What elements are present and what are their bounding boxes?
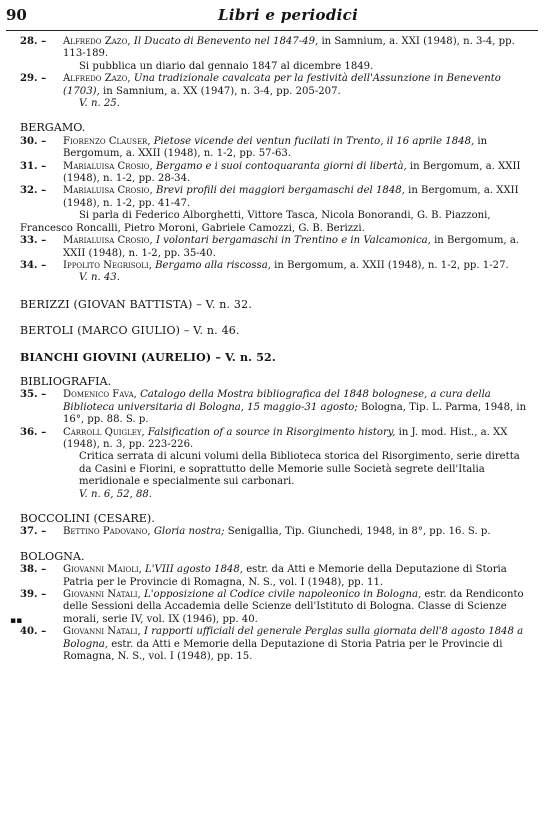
- entry-source: in Bergomum, a. XXII (1948), n. 1-2, pp. 57-63.: [63, 135, 488, 160]
- entry-number: 33. –: [20, 235, 47, 247]
- entry-37: [20, 526, 534, 538]
- entry-author: Giovanni Natali,: [63, 589, 141, 601]
- running-title: Libri e periodici: [218, 6, 359, 24]
- entry-title: Brevi profili dei maggiori bergamaschi del 1848,: [155, 185, 405, 197]
- entry-title: L'VIII agosto 1848,: [145, 564, 243, 576]
- entry-39: [10, 589, 534, 627]
- crossref-bianchi-giovini: BIANCHI GIOVINI (AURELIO) – V. n. 52.: [20, 350, 276, 364]
- entry-34: [20, 260, 534, 285]
- entry-author: Ippolito Negrisoli,: [63, 259, 152, 271]
- entry-author: Alfredo Zazo,: [63, 36, 131, 47]
- entry-author: Carroll Quigley,: [63, 426, 145, 438]
- entry-number: 30. –: [20, 135, 47, 147]
- entry-35: [20, 389, 534, 426]
- entry-source: in Bergomum, a. XXII (1948), n. 1-2, pp. 1-27.: [274, 259, 509, 271]
- entry-number: 40. –: [20, 626, 47, 638]
- entry-crossref: V. n. 25.: [79, 98, 120, 110]
- entry-source: estr. da Atti e Memorie della Deputazione di Storia Patria per le Provincie di Romagna, N. S., vol. I (1948), pp. 15.: [63, 638, 503, 663]
- entry-29: [20, 73, 534, 110]
- entry-28: [20, 36, 534, 73]
- entry-32: [20, 185, 534, 210]
- entry-note: Si parla di Federico Alborghetti, Vittore Tasca, Nicola Bonorandi, G. B. Piazzoni, Francesco Roncalli, Pietro Moroni, Gabriele Camozzi, G. B. Berizzi.: [20, 210, 491, 234]
- section-heading-bibliografia: BIBLIOGRAFIA.: [20, 374, 112, 388]
- entry-author: Fiorenzo Clauser,: [63, 135, 151, 147]
- entry-number: 35. –: [20, 389, 47, 401]
- entry-crossref: V. n. 43.: [79, 272, 120, 284]
- entry-source: Bologna, Tip. L. Parma, 1948, in 16°, pp. 88. S. p.: [63, 401, 527, 426]
- entry-38: [20, 564, 534, 589]
- entry-source: Senigallia, Tip. Giunchedi, 1948, in 8°, pp. 16. S. p.: [227, 526, 491, 538]
- entry-source: in Bergomum, a. XXII (1948), n. 1-2, pp. 35-40.: [63, 235, 520, 259]
- entry-source: in Bergomum, a. XXII (1948), n. 1-2, pp. 28-34.: [63, 160, 521, 185]
- entry-number: 39. –: [20, 589, 47, 601]
- entry-number: 37. –: [20, 526, 47, 538]
- entry-30: [20, 136, 534, 161]
- entry-number: 29. –: [20, 73, 47, 85]
- entry-source: estr. da Rendiconto delle Sessioni della Accademia delle Scienze dell'Istituto di Bologna. Classe di Scienze morali, serie IV, vol. IX (1946), pp. 40.: [63, 589, 524, 625]
- entry-title: Catalogo della Mostra bibliografica del 1848 bolognese, a cura della Biblioteca universitaria di Bologna, 15 maggio-31 agosto;: [63, 389, 491, 413]
- page-number: 90: [6, 6, 27, 24]
- entry-author: Marialuisa Crosio,: [63, 160, 153, 172]
- entry-title: Il Ducato di Benevento nel 1847-49,: [133, 36, 319, 47]
- entry-author: Giovanni Natali,: [63, 626, 141, 638]
- entry-36: [20, 427, 534, 501]
- entry-author: Giovanni Maioli,: [63, 564, 142, 576]
- entry-author: Bettino Padovano,: [63, 526, 151, 538]
- crossref-berizzi: BERIZZI (GIOVAN BATTISTA) – V. n. 32.: [20, 297, 253, 311]
- entry-number: 34. –: [20, 259, 47, 271]
- entry-title: I volontari bergamaschi in Trentino e in Valcamonica,: [155, 235, 431, 247]
- entry-title: Falsification of a source in Risorgimento history,: [147, 426, 396, 438]
- entry-source: in J. mod. Hist., a. XX (1948), n. 3, pp. 223-226.: [63, 426, 508, 450]
- section-heading-bergamo: BERGAMO.: [20, 121, 86, 135]
- entry-number: 31. –: [20, 160, 47, 172]
- entry-33: [20, 235, 534, 260]
- section-heading-boccolini: BOCCOLINI (CESARE).: [20, 512, 155, 525]
- entry-number: 38. –: [20, 564, 47, 576]
- entry-source: in Samnium, a. XX (1947), n. 3-4, pp. 205-207.: [103, 85, 341, 97]
- entry-title: I rapporti ufficiali del generale Perglas sulla giornata dell'8 agosto 1848 a Bologna,: [63, 626, 524, 650]
- entry-title: L'opposizione al Codice civile napoleonico in Bologna,: [144, 589, 422, 601]
- entry-source: estr. da Atti e Memorie della Deputazione di Storia Patria per le Provincie di Romagna, N. S., vol. I (1948), pp. 11.: [63, 564, 507, 588]
- entry-source: in Bergomum, a. XXII (1948), n. 1-2, pp. 41-47.: [63, 185, 519, 209]
- entry-number: 28. –: [20, 36, 47, 47]
- margin-marks: ▪▪: [10, 616, 23, 627]
- entry-crossref: V. n. 6, 52, 88.: [79, 488, 153, 500]
- entry-author: Marialuisa Crosio,: [63, 235, 153, 247]
- entry-title: Bergamo e i suoi contoquaranta giorni di libertà,: [155, 160, 407, 172]
- entry-40: [20, 626, 534, 663]
- entry-source: in Samnium, a. XXI (1948), n. 3-4, pp. 113-189.: [63, 36, 515, 60]
- header-rule: [6, 30, 538, 31]
- entry-author: Marialuisa Crosio,: [63, 185, 153, 197]
- entry-title: Bergamo alla riscossa,: [155, 259, 271, 271]
- entry-31: [20, 161, 534, 186]
- crossref-bertoli: BERTOLI (MARCO GIULIO) – V. n. 46.: [20, 324, 240, 338]
- entry-author: Alfredo Zazo,: [63, 73, 131, 85]
- section-heading-bologna: BOLOGNA.: [20, 549, 85, 563]
- entry-number: 36. –: [20, 426, 47, 438]
- page-header: [6, 4, 538, 26]
- entry-number: 32. –: [20, 185, 47, 197]
- entry-note: Critica serrata di alcuni volumi della Biblioteca storica del Risorgimento, serie diretta da Casini e Fiorini, e soprattutto delle Memorie sulle Società segrete dell'Italia meridionale e specialmente sui carbonari.: [79, 451, 520, 488]
- entry-title: Pietose vicende dei ventun fucilati in Trento, il 16 aprile 1848,: [153, 135, 475, 147]
- entry-title: Una tradizionale cavalcata per la festività dell'Assunzione in Benevento (1703),: [63, 73, 501, 97]
- bibliography-list: [10, 36, 534, 663]
- entry-author: Domenico Fava,: [63, 389, 137, 401]
- entry-note: Si pubblica un diario dal gennaio 1847 al dicembre 1849.: [79, 60, 374, 72]
- entry-title: Gloria nostra;: [153, 526, 225, 538]
